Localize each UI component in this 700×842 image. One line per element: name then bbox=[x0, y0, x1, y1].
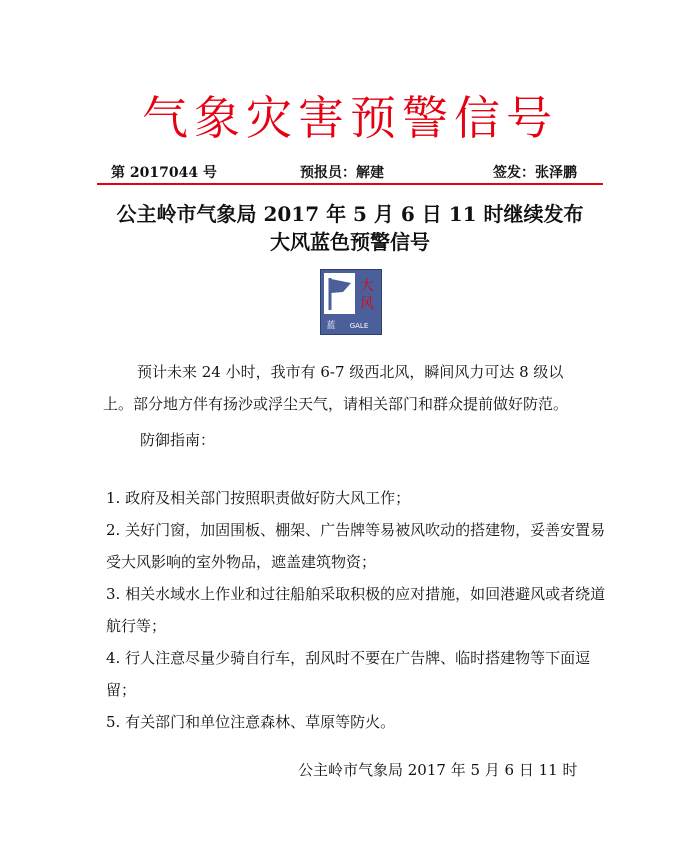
guideline-item-2: 2. 关好门窗，加固围板、棚架、广告牌等易被风吹动的搭建物，妥善安置易受大风影响的室外物品，遮盖建筑物资； bbox=[106, 521, 606, 571]
guideline-item-5: 5. 有关部门和单位注意森林、草原等防火。 bbox=[106, 713, 396, 731]
icon-color-label: 蓝 bbox=[326, 321, 336, 331]
icon-char-feng: 风 bbox=[360, 296, 374, 312]
header-divider bbox=[97, 183, 603, 185]
guideline-list bbox=[106, 482, 610, 738]
guide-title: 防御指南： bbox=[140, 431, 216, 449]
guideline-item-4: 4. 行人注意尽量少骑自行车，刮风时不要在广告牌、临时搭建物等下面逗留； bbox=[106, 649, 591, 699]
issuer-signature: 公主岭市气象局 2017 年 5 月 6 日 11 时 bbox=[298, 761, 578, 779]
headline-line-2: 大风蓝色预警信号 bbox=[270, 230, 430, 254]
document-number: 第 2017044 号 bbox=[111, 165, 217, 181]
signer-name: 签发：张泽鹏 bbox=[493, 165, 577, 181]
gale-warning-icon bbox=[320, 269, 382, 335]
icon-char-da: 大 bbox=[360, 278, 374, 294]
forecast-paragraph bbox=[103, 356, 600, 420]
icon-english-label: GALE bbox=[349, 322, 369, 330]
forecaster-name: 预报员：解建 bbox=[300, 165, 384, 181]
guideline-item-1: 1. 政府及相关部门按照职责做好防大风工作； bbox=[106, 489, 411, 507]
guideline-item-3: 3. 相关水域水上作业和过往船舶采取积极的应对措施，如回港避风或者绕道航行等； bbox=[106, 585, 606, 635]
gale-warning-icon-svg bbox=[321, 270, 381, 334]
banner-title: 气象灾害预警信号 bbox=[142, 91, 558, 145]
headline-line-1: 公主岭市气象局 2017 年 5 月 6 日 11 时继续发布 bbox=[116, 202, 584, 226]
forecast-line-1: 预计未来 24 小时，我市有 6-7 级西北风，瞬间风力可达 8 级以 bbox=[137, 363, 564, 381]
forecast-line-2: 上。部分地方伴有扬沙或浮尘天气，请相关部门和群众提前做好防范。 bbox=[103, 395, 569, 413]
